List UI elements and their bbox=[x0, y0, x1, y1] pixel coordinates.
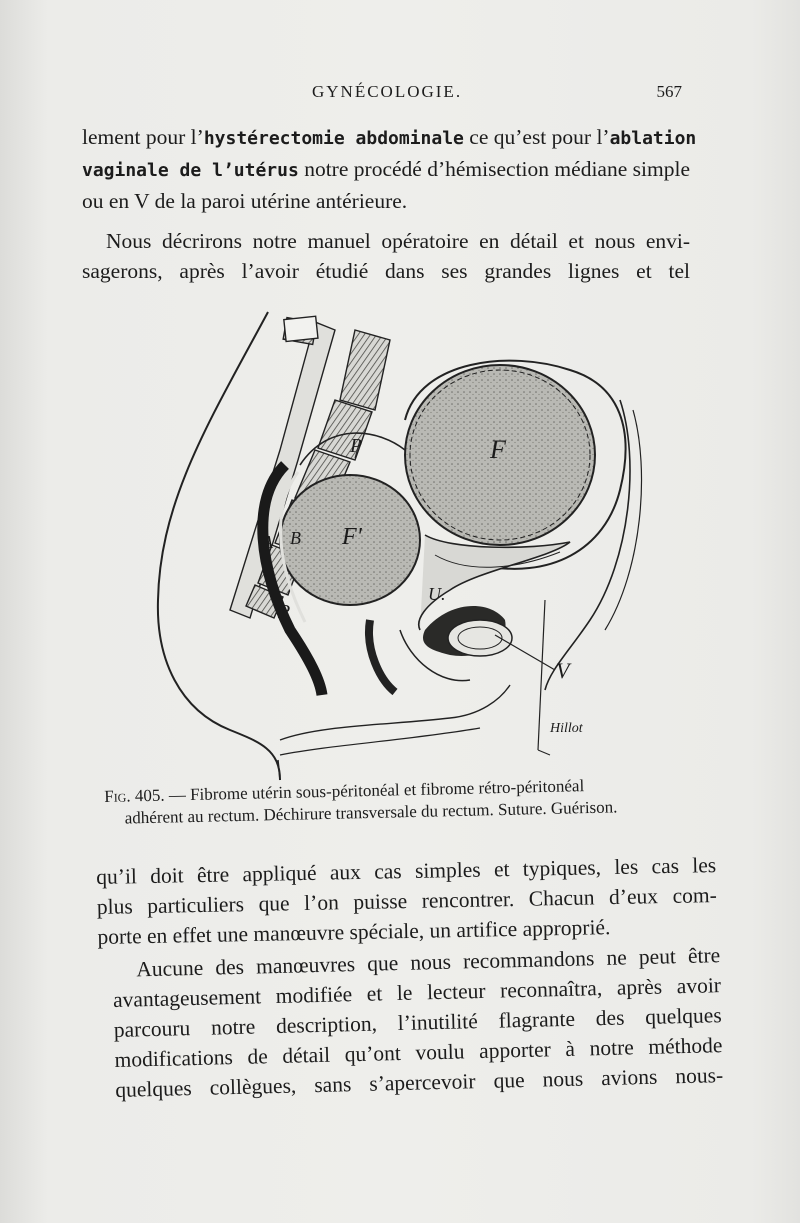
bold-term-vaginale: vaginale de l’utérus bbox=[82, 160, 299, 181]
artist-signature: Hillot bbox=[550, 721, 583, 736]
paragraph-3-line-2: plus particuliers que l’on puisse rencontrer. Chacun d’eux com- bbox=[96, 883, 717, 919]
page-number: 567 bbox=[656, 82, 682, 101]
paragraph-4-line-2: avantageusement modifiée et le lecteur reconnaîtra, après avoir bbox=[112, 973, 722, 1012]
paragraph-1-line-2: vaginale de l’utérus notre procédé d’hémisection médiane simple bbox=[82, 157, 690, 181]
paragraph-1-line-3: ou en V de la paroi utérine antérieure. bbox=[82, 189, 408, 213]
paragraph-2 bbox=[82, 226, 690, 286]
paragraph-3-line-3: porte en effet une manœuvre spéciale, un artifice approprié. bbox=[97, 915, 611, 949]
paragraph-1-line-1: lement pour l’hystérectomie abdominale ce qu’est pour l’ablation bbox=[82, 125, 697, 149]
caption-line-2: adhérent au rectum. Déchirure transversale du rectum. Suture. Guérison. bbox=[124, 797, 618, 828]
anatomical-figure bbox=[150, 300, 730, 790]
paragraph-4-line-3: parcouru notre description, l’inutilité flagrante des quelques bbox=[113, 1003, 722, 1042]
paragraph-3 bbox=[96, 850, 718, 952]
running-title: GYNÉCOLOGIE. bbox=[312, 82, 463, 101]
label-B: B bbox=[290, 528, 301, 548]
paragraph-4 bbox=[112, 940, 723, 1105]
page-header bbox=[80, 82, 690, 108]
label-R: R bbox=[278, 601, 291, 623]
paragraph-4-line-4: modifications de détail qu’ont voulu apporter à notre méthode bbox=[114, 1033, 723, 1072]
label-F: F bbox=[490, 435, 506, 464]
paragraph-1 bbox=[82, 122, 697, 216]
paragraph-2-line-2: sagerons, après l’avoir étudié dans ses grandes lignes et tel bbox=[82, 259, 690, 283]
caption-line-1: Fig. 405. — Fibrome utérin sous-péritonéal et fibrome rétro-péritonéal bbox=[104, 776, 585, 806]
paragraph-4-line-1: Aucune des manœuvres que nous recommandons ne peut être bbox=[136, 943, 721, 982]
figure-number: Fig. 405. bbox=[104, 785, 165, 806]
label-P: P bbox=[350, 435, 363, 457]
paragraph-3-line-1: qu’il doit être appliqué aux cas simples et typiques, les cas les bbox=[96, 853, 717, 889]
bold-term-ablation: ablation bbox=[609, 128, 697, 149]
label-A: A bbox=[262, 532, 273, 552]
label-F-prime: F' bbox=[342, 524, 362, 550]
paragraph-4-line-5: quelques collègues, sans s’apercevoir que nous avions nous- bbox=[115, 1063, 724, 1102]
bold-term-hysterectomie: hystérectomie abdominale bbox=[203, 128, 464, 149]
label-V: V bbox=[556, 658, 570, 683]
label-U: U. bbox=[428, 584, 446, 604]
paragraph-2-line-1: Nous décrirons notre manuel opératoire en détail et nous envi- bbox=[106, 229, 690, 253]
